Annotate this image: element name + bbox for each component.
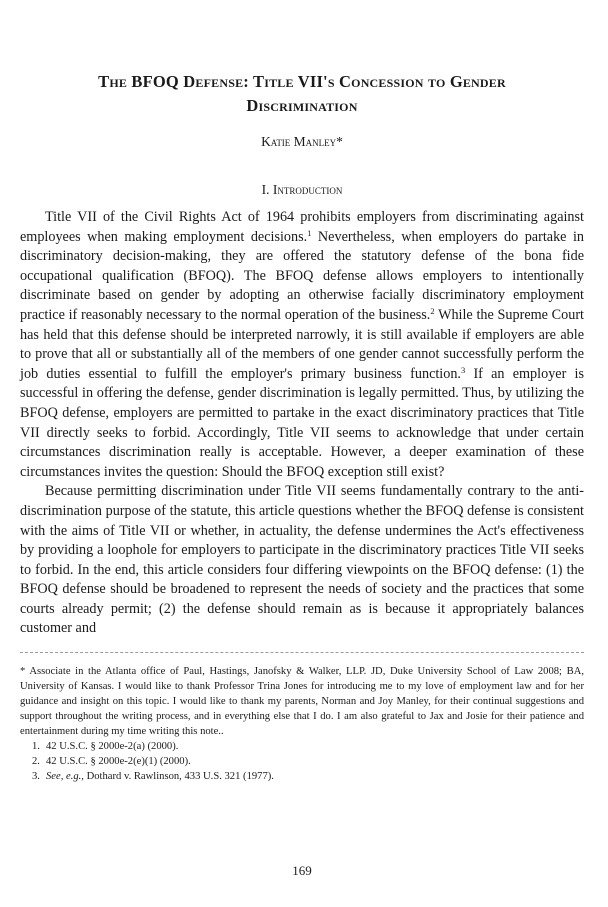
footnote-text: 42 U.S.C. § 2000e-2(e)(1) (2000). xyxy=(46,756,191,767)
p1-text-4: If an employer is successful in offering the defense, gender discrimination is legally permitted. Thus, by utilizing the BFOQ defense, employers are permitted to partake in the exact discriminatory practices that Title VII directly seeks to forbid. Accordingly, Title VII seems to acknowledge that under certain circumstances discrimination really is acceptable. However, a deeper examination of these circumstances invites the question: Should the BFOQ exception still exist? xyxy=(20,365,584,480)
p1-text-3: While the Supreme Court has held that this defense should be interpreted narrowly, it is still available if employers are able to prove that all or substantially all of the members of one gender cannot successfully perform the job duties essential to fulfill the employer's primary business function. xyxy=(20,306,584,382)
footnotes xyxy=(20,664,584,784)
footnote-ref-1[interactable]: 1 xyxy=(307,227,312,238)
footnote-ref-3[interactable]: 3 xyxy=(460,364,466,375)
footnote-number: 3. xyxy=(32,771,40,782)
title-line-2: Discrimination xyxy=(246,96,358,115)
footnote-list xyxy=(20,739,584,784)
article-title xyxy=(20,70,584,118)
p1-text-1: Title VII of the Civil Rights Act of 1964 prohibits employers from discriminating against employees when making employment decisions. xyxy=(20,209,584,245)
footnote-1 xyxy=(20,739,584,754)
paragraph-1 xyxy=(20,208,584,482)
paragraph-2: Because permitting discrimination under Title VII seems fundamentally contrary to the anti-discrimination purpose of the statute, this article questions whether the BFOQ defense is consistent with the aims of Title VII or whether, in actuality, the defense undermines the Act's effectiveness by providing a loophole for employers to participate in the discriminatory practices Title VII seeks to forbid. In the end, this article considers four differing viewpoints on the BFOQ defense: (1) the BFOQ defense should be broadened to represent the needs of society and the practices that some courts already permit; (2) the defense should remain as is because it appropriately balances customer and xyxy=(20,483,584,637)
body-text xyxy=(20,208,584,639)
footnote-2 xyxy=(20,754,584,769)
page-number: 169 xyxy=(292,863,312,878)
p1-text-2: Nevertheless, when employers do partake in discriminatory decision-making, they are offered the statutory defense of the bona fide occupational qualification (BFOQ). The BFOQ defense allows employers to intentionally discriminate based on gender by adopting an otherwise facially discriminatory employment practice if reasonably necessary to the normal operation of the business. xyxy=(20,228,584,323)
footnote-3 xyxy=(20,769,584,784)
footnote-signal: See, e.g. xyxy=(46,771,82,782)
footnote-divider xyxy=(20,652,584,653)
footnote-text: 42 U.S.C. § 2000e-2(a) (2000). xyxy=(46,741,179,752)
author-footnote: * Associate in the Atlanta office of Paul, Hastings, Janofsky & Walker, LLP. JD, Duke University School of Law 2008; BA, University of Kansas. I would like to thank Professor Trina Jones for introducing me to my love of employment law and for her guidance and insight on this topic. I would like to thank my parents, Norman and Joy Manley, for their continual suggestions and support throughout the writing process, and in everything else that I do. I am also grateful to Jax and Josie for their patience and entertainment during my time writing this note.. xyxy=(20,666,584,737)
footnote-number: 1. xyxy=(32,741,40,752)
footnote-ref-2[interactable]: 2 xyxy=(430,305,435,316)
author-name: Katie Manley* xyxy=(261,134,343,149)
footnote-text: , Dothard v. Rawlinson, 433 U.S. 321 (1977). xyxy=(81,771,274,782)
title-line-1: The BFOQ Defense: Title VII's Concession to Gender xyxy=(98,72,506,91)
section-heading: I. Introduction xyxy=(261,182,343,197)
footnote-number: 2. xyxy=(32,756,40,767)
